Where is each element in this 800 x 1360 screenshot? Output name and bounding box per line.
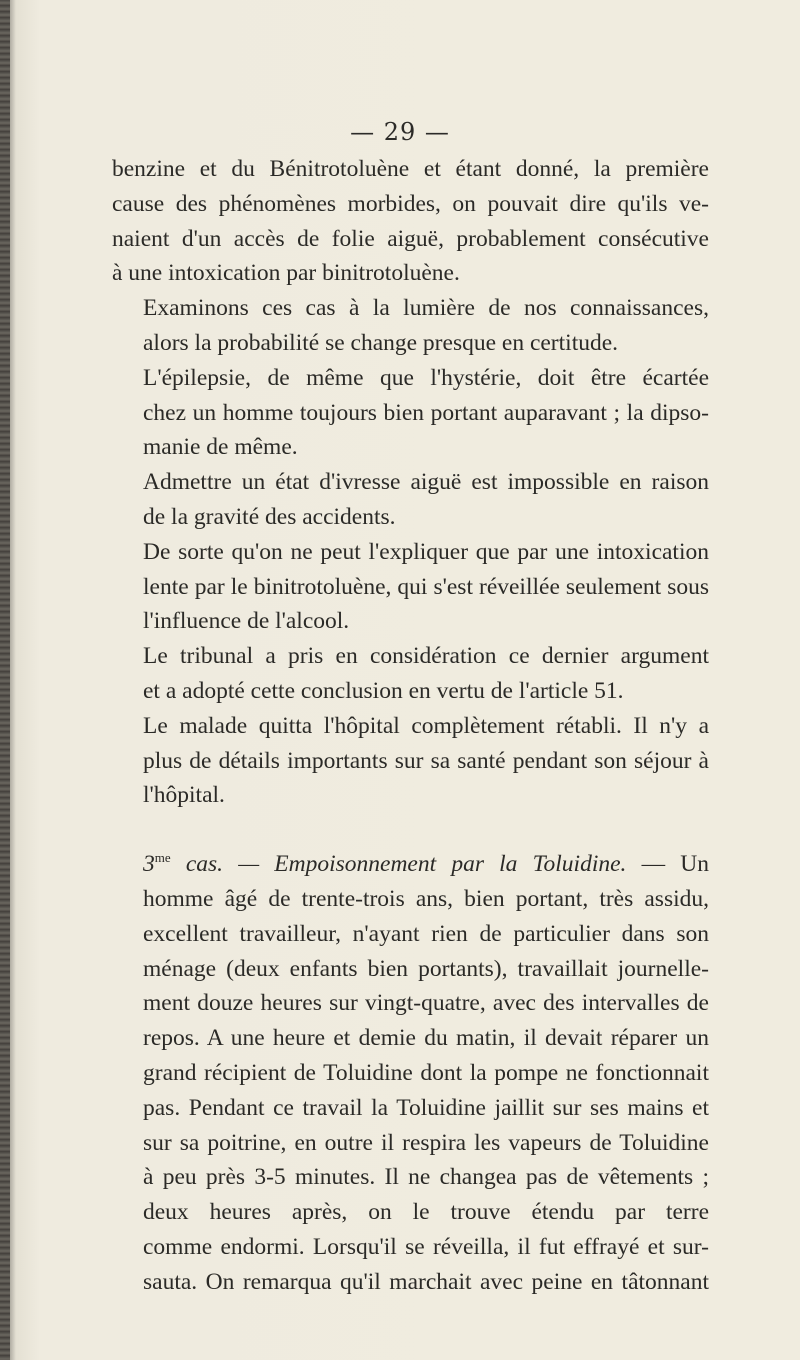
text-line: pas. Pendant ce travail la Toluidine jaillit sur ses mains et bbox=[143, 1094, 709, 1121]
text-line: repos. A une heure et demie du matin, il devait réparer un bbox=[143, 1025, 709, 1052]
text-line: cause des phénomènes morbides, on pouvait dire qu'ils ve- bbox=[112, 190, 709, 217]
text-line: homme âgé de trente-trois ans, bien portant, très assidu, bbox=[143, 885, 709, 912]
text-line: de la gravité des accidents. bbox=[143, 503, 396, 530]
paragraph-6 bbox=[112, 639, 709, 709]
text-line: alors la probabilité se change presque en certitude. bbox=[143, 329, 619, 356]
text-line: sauta. On remarqua qu'il marchait avec peine en tâtonnant bbox=[143, 1268, 709, 1295]
text-line: ménage (deux enfants bien portants), travaillait journelle- bbox=[143, 955, 709, 982]
case-3-first-line-rest: — Un bbox=[641, 851, 710, 878]
case-3-number: 3 bbox=[143, 851, 155, 878]
paragraph-1 bbox=[112, 152, 709, 291]
text-line: plus de détails importants sur sa santé pendant son séjour à bbox=[143, 747, 709, 774]
paragraph-4 bbox=[112, 465, 709, 535]
text-line: naient d'un accès de folie aiguë, probablement consécutive bbox=[112, 225, 709, 252]
text-line: et a adopté cette conclusion en vertu de l'article 51. bbox=[143, 677, 624, 704]
text-line: L'épilepsie, de même que l'hystérie, doit être écartée bbox=[143, 364, 709, 391]
text-line: comme endormi. Lorsqu'il se réveilla, il fut effrayé et sur- bbox=[143, 1233, 709, 1260]
text-line: sur sa poitrine, en outre il respira les vapeurs de Toluidine bbox=[143, 1129, 709, 1156]
case-3-first-line bbox=[112, 847, 709, 882]
text-line: à une intoxication par binitrotoluène. bbox=[112, 260, 460, 287]
text-line: à peu près 3-5 minutes. Il ne changea pas de vêtements ; bbox=[143, 1164, 709, 1191]
case-3-paragraph bbox=[112, 847, 709, 1299]
text-line: benzine et du Bénitrotoluène et étant donné, la première bbox=[112, 156, 709, 182]
text-line: lente par le binitrotoluène, qui s'est réveillée seulement sous bbox=[143, 573, 709, 600]
text-line: Le tribunal a pris en considération ce dernier argument bbox=[143, 643, 709, 670]
text-line: l'hôpital. bbox=[143, 782, 225, 809]
case-3-number-suffix: me bbox=[154, 850, 171, 866]
paragraph-5 bbox=[112, 535, 709, 639]
text-line: grand récipient de Toluidine dont la pompe ne fonctionnait bbox=[143, 1059, 709, 1086]
text-line: excellent travailleur, n'ayant rien de particulier dans son bbox=[143, 920, 709, 947]
text-line: Admettre un état d'ivresse aiguë est impossible en raison bbox=[143, 469, 709, 496]
text-line: ment douze heures sur vingt-quatre, avec des intervalles de bbox=[143, 990, 709, 1017]
book-binding-edge bbox=[0, 0, 10, 1360]
text-line: De sorte qu'on ne peut l'expliquer que par une intoxication bbox=[143, 538, 709, 565]
page-number: — 29 — bbox=[350, 118, 450, 146]
paragraph-7 bbox=[112, 709, 709, 813]
text-line: Le malade quitta l'hôpital complètement rétabli. Il n'y a bbox=[143, 712, 709, 739]
paragraph-3 bbox=[112, 361, 709, 465]
text-line: Examinons ces cas à la lumière de nos connaissances, bbox=[143, 295, 709, 322]
body-text bbox=[112, 152, 709, 1300]
text-line: manie de même. bbox=[143, 434, 298, 461]
paragraph-2 bbox=[112, 291, 709, 361]
text-line: chez un homme toujours bien portant auparavant ; la dipso- bbox=[143, 399, 709, 426]
text-line: l'influence de l'alcool. bbox=[143, 608, 350, 635]
case-3-heading: cas. — Empoisonnement par la Toluidine. bbox=[185, 851, 627, 878]
text-line: deux heures après, on le trouve étendu par terre bbox=[143, 1199, 709, 1226]
